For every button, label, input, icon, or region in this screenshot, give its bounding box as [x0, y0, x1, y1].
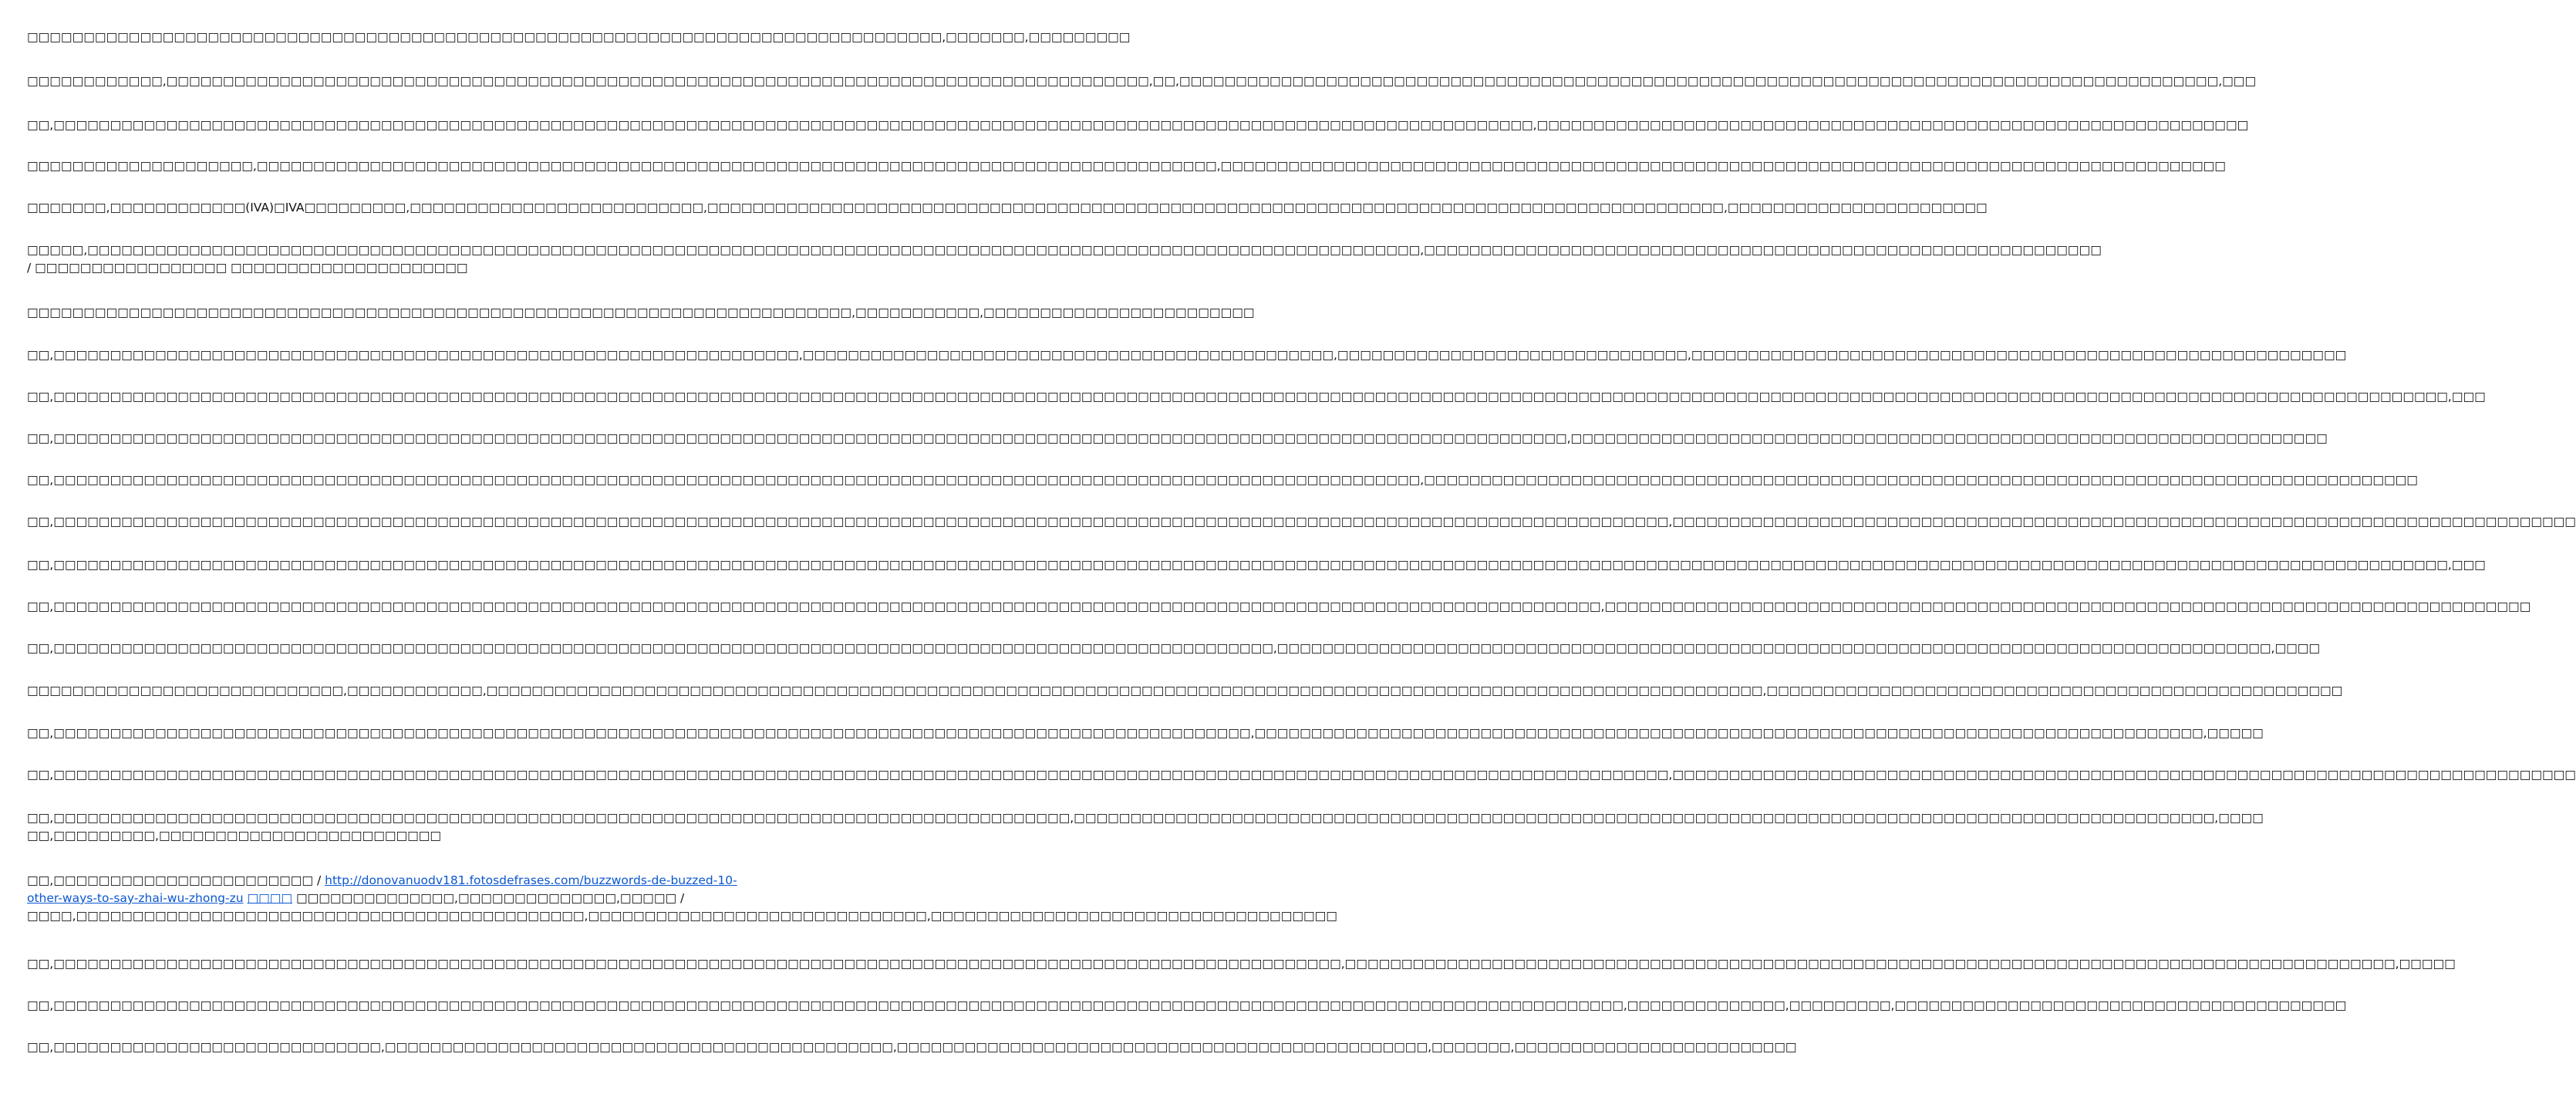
paragraph-14: □□,□□□□□□□□□□□□□□□□□□□□□□□□□□□□□□□□□□□□□□□□□□□□□□□□□□□□□□□□□□□□□□□□□□□□□□□□□□□□□□□□□□□□□□□□□□□□□□□□□□□□□□□□□□□□□□□□□□□□□□□□□□□□□□□□□□□□□□□□□,□□□□□□□□□□□□□□□□□□□□□□□□□□□□□□□□□□□□□□□□□□□□□□□□□□□□□□□□□□□□□□□□□□□□□□□□□□□□□□□□□□: [27, 600, 2531, 613]
paragraph-9: □□,□□□□□□□□□□□□□□□□□□□□□□□□□□□□□□□□□□□□□□□□□□□□□□□□□□□□□□□□□□□□□□□□□□□□□□□□□□□□□□□□□□□□□□□□□□□□□□□□□□□□□□□□□□□□□□□□□□□□□□□□□□□□□□□□□□□□□□□□□□□□□□□□□□□□□□□□□□□□□□□□□□□□□□□□□□□□□□□□□□□□□□□□□□□□□□□□□□□□□□□□□□□□□□□□□□□□,□□□: [27, 390, 2486, 404]
paragraph-18: □□,□□□□□□□□□□□□□□□□□□□□□□□□□□□□□□□□□□□□□□□□□□□□□□□□□□□□□□□□□□□□□□□□□□□□□□□□□□□□□□□□□□□□□□□□□□□□□□□□□□□□□□□□□□□□□□□□□□□□□□□□□□□□□□□□□□□□□□□□□□□□□□□,□□□□□□□□□□□□□□□□□□□□□□□□□□□□□□□□□□□□□□□□□□□□□□□□□□□□□□□□□□□□□□□□□□□□□□□□□□□□□□□□: [27, 768, 2576, 782]
paragraph-17: □□,□□□□□□□□□□□□□□□□□□□□□□□□□□□□□□□□□□□□□□□□□□□□□□□□□□□□□□□□□□□□□□□□□□□□□□□□□□□□□□□□□□□□□□□□□□□□□□□□□□□□□□□□□□,□□□□□□□□□□□□□□□□□□□□□□□□□□□□□□□□□□□□□□□□□□□□□□□□□□□□□□□□□□□□□□□□□□□□□□□□□□□□□□□□□□□□,□□□□□: [27, 726, 2264, 740]
paragraph-7: □□□□□□□□□□□□□□□□□□□□□□□□□□□□□□□□□□□□□□□□□□□□□□□□□□□□□□□□□□□□□□□□□□□□□□□□□,□□□□□□□□□□□,□□□□□□□□□□□□□□□□□□□□□□□□: [27, 306, 1255, 319]
paragraph-5: □□□□□□□,□□□□□□□□□□□□(IVA)□IVA□□□□□□□□□,□□□□□□□□□□□□□□□□□□□□□□□□□□,□□□□□□□□□□□□□□□□□□□□□□□□□□□□□□□□□□□□□□□□□□□□□□□□□□□□□□□□□□□□□□□□□□□□□□□□□□□□□□□□□□□□□□□□□□,□□□□□□□□□□□□□□□□□□□□□□□: [27, 201, 1988, 214]
paragraph-4: □□□□□□□□□□□□□□□□□□□□,□□□□□□□□□□□□□□□□□□□□□□□□□□□□□□□□□□□□□□□□□□□□□□□□□□□□□□□□□□□□□□□□□□□□□□□□□□□□□□□□□□□□□,□□□□□□□□□□□□□□□□□□□□□□□□□□□□□□□□□□□□□□□□□□□□□□□□□□□□□□□□□□□□□□□□□□□□□□□□□□□□□□□□□□□□□□□□□: [27, 159, 2226, 173]
paragraph-6: □□□□□,□□□□□□□□□□□□□□□□□□□□□□□□□□□□□□□□□□□□□□□□□□□□□□□□□□□□□□□□□□□□□□□□□□□□□□□□□□□□□□□□□□□□□□□□□□□□□□□□□□□□□□□□□□□□□□□□□□□□□□,□□□□□□□□□□□□□□□□□□□□□□□□□□□□□□□□□□□□□□□□□□□□□□□□□□□□□□□□□□□□ / □□□□□□□□□□□□□□□□□ □□□□□□□□□□□□□□□□□□□□□: [27, 243, 2102, 275]
paragraph-20: □□,□□□□□□□□□□□□□□□□□□□□□□□□□□□□□□□□□□□□□□□□□□□□□□□□□□□□□□□□□□□□□□□□□□□□□□□□□□□□□□□□□□□□□□□□□□□□□□□□□□□□□□□□□□□□□□□□□□,□□□□□□□□□□□□□□□□□□□□□□□□□□□□□□□□□□□□□□□□□□□□□□□□□□□□□□□□□□□□□□□□□□□□□□□□□□□□□□□□□□□□□□□□□□□□□,□□□□□: [27, 957, 2456, 971]
paragraph-19: □□,□□□□□□□□□□□□□□□□□□□□□□□□□□□□□□□□□□□□□□□□□□□□□□□□□□□□□□□□□□□□□□□□□□□□□□□□□□□□□□□□□□□□□□□□□□,□□□□□□□□□□□□□□□□□□□□□□□□□□□□□□□□□□□□□□□□□□□□□□□□□□□□□□□□□□□□□□□□□□□□□□□□□□□□□□□□□□□□□□□□□□□□□□□□□□□□□,□□□□ □□,□□□□□□□□□,□□□□□□□□□□□□□□□□□□□□□□□□□: [27, 811, 2264, 843]
paragraph-21: □□,□□□□□□□□□□□□□□□□□□□□□□□□□□□□□□□□□□□□□□□□□□□□□□□□□□□□□□□□□□□□□□□□□□□□□□□□□□□□□□□□□□□□□□□□□□□□□□□□□□□□□□□□□□□□□□□□□□□□□□□□□□□□□□□□□□□□□□□□□□□,□□□□□□□□□□□□□□,□□□□□□□□□,□□□□□□□□□□□□□□□□□□□□□□□□□□□□□□□□□□□□□□□□: [27, 998, 2347, 1012]
paragraph-8: □□,□□□□□□□□□□□□□□□□□□□□□□□□□□□□□□□□□□□□□□□□□□□□□□□□□□□□□□□□□□□□□□□□□□,□□□□□□□□□□□□□□□□□□□□□□□□□□□□□□□□□□□□□□□□□□□□□□□,□□□□□□□□□□□□□□□□□□□□□□□□□□□□□□□,□□□□□□□□□□□□□□□□□□□□□□□□□□□□□□□□□□□□□□□□□□□□□□□□□□□□□□□□□□: [27, 348, 2347, 362]
paragraph-12: □□,□□□□□□□□□□□□□□□□□□□□□□□□□□□□□□□□□□□□□□□□□□□□□□□□□□□□□□□□□□□□□□□□□□□□□□□□□□□□□□□□□□□□□□□□□□□□□□□□□□□□□□□□□□□□□□□□□□□□□□□□□□□□□□□□□□□□□□□□□□□□□□□,□□□□□□□□□□□□□□□□□□□□□□□□□□□□□□□□□□□□□□□□□□□□□□□□□□□□□□□□□□□□□□□□□□□□□□□□□□□□□□□□: [27, 515, 2576, 529]
paragraph-16: □□□□□□□□□□□□□□□□□□□□□□□□□□□□,□□□□□□□□□□□□,□□□□□□□□□□□□□□□□□□□□□□□□□□□□□□□□□□□□□□□□□□□□□□□□□□□□□□□□□□□□□□□□□□□□□□□□□□□□□□□□□□□□□□□□□□□□□□□□□□□□□□□□□□□□□□□□□,□□□□□□□□□□□□□□□□□□□□□□□□□□□□□□□□□□□□□□□□□□□□□□□□□□□: [27, 684, 2343, 697]
paragraph-2: □□□□□□□□□□□□,□□□□□□□□□□□□□□□□□□□□□□□□□□□□□□□□□□□□□□□□□□□□□□□□□□□□□□□□□□□□□□□□□□□□□□□□□□□□□□□□□□□□□□□,□□,□□□□□□□□□□□□□□□□□□□□□□□□□□□□□□□□□□□□□□□□□□□□□□□□□□□□□□□□□□□□□□□□□□□□□□□□□□□□□□□□□□□□□□□□□□□□,□□□: [27, 74, 2257, 88]
external-link-url[interactable]: http://donovanuodv181.fotosdefrases.com/buzzwords-de-buzzed-10-other-ways-to-say-zhai-wu-zhong-zu: [27, 873, 737, 905]
link-paragraph: [27, 872, 1337, 925]
link-paragraph-suffix: □□□□□□□□□□□□□□,□□□□□□□□□□□□□□,□□□□□ / □□□□,□□□□□□□□□□□□□□□□□□□□□□□□□□□□□□□□□□□□□□□□□□□□□,□□□□□□□□□□□□□□□□□□□□□□□□□□□□□□,□□□□□□□□□□□□□□□□□□□□□□□□□□□□□□□□□□□□: [27, 891, 1337, 923]
external-link-label[interactable]: □□□□: [247, 891, 293, 905]
link-paragraph-prefix: □□,□□□□□□□□□□□□□□□□□□□□□□□ /: [27, 873, 325, 887]
paragraph-11: □□,□□□□□□□□□□□□□□□□□□□□□□□□□□□□□□□□□□□□□□□□□□□□□□□□□□□□□□□□□□□□□□□□□□□□□□□□□□□□□□□□□□□□□□□□□□□□□□□□□□□□□□□□□□□□□□□□□□□□□□□□□,□□□□□□□□□□□□□□□□□□□□□□□□□□□□□□□□□□□□□□□□□□□□□□□□□□□□□□□□□□□□□□□□□□□□□□□□□□□□□□□□□□□□□□□□: [27, 473, 2418, 487]
paragraph-3: □□,□□□□□□□□□□□□□□□□□□□□□□□□□□□□□□□□□□□□□□□□□□□□□□□□□□□□□□□□□□□□□□□□□□□□□□□□□□□□□□□□□□□□□□□□□□□□□□□□□□□□□□□□□□□□□□□□□□□□□□□□□□□□□□□□□□□,□□□□□□□□□□□□□□□□□□□□□□□□□□□□□□□□□□□□□□□□□□□□□□□□□□□□□□□□□□□□□□□: [27, 118, 2249, 132]
paragraph-22: □□,□□□□□□□□□□□□□□□□□□□□□□□□□□□□□,□□□□□□□□□□□□□□□□□□□□□□□□□□□□□□□□□□□□□□□□□□□□□,□□□□□□□□□□□□□□□□□□□□□□□□□□□□□□□□□□□□□□□□□□□□□□□,□□□□□□□,□□□□□□□□□□□□□□□□□□□□□□□□□: [27, 1040, 1797, 1054]
paragraph-15: □□,□□□□□□□□□□□□□□□□□□□□□□□□□□□□□□□□□□□□□□□□□□□□□□□□□□□□□□□□□□□□□□□□□□□□□□□□□□□□□□□□□□□□□□□□□□□□□□□□□□□□□□□□□□□□,□□□□□□□□□□□□□□□□□□□□□□□□□□□□□□□□□□□□□□□□□□□□□□□□□□□□□□□□□□□□□□□□□□□□□□□□□□□□□□□□□□□□□□□□,□□□□: [27, 641, 2321, 655]
paragraph-1: □□□□□□□□□□□□□□□□□□□□□□□□□□□□□□□□□□□□□□□□□□□□□□□□□□□□□□□□□□□□□□□□□□□□□□□□□□□□□□□□□,□□□□□□□,□□□□□□□□□: [27, 30, 1131, 44]
paragraph-13: □□,□□□□□□□□□□□□□□□□□□□□□□□□□□□□□□□□□□□□□□□□□□□□□□□□□□□□□□□□□□□□□□□□□□□□□□□□□□□□□□□□□□□□□□□□□□□□□□□□□□□□□□□□□□□□□□□□□□□□□□□□□□□□□□□□□□□□□□□□□□□□□□□□□□□□□□□□□□□□□□□□□□□□□□□□□□□□□□□□□□□□□□□□□□□□□□□□□□□□□□□□□□□□□□□□□□□□,□□□: [27, 558, 2486, 572]
paragraph-10: □□,□□□□□□□□□□□□□□□□□□□□□□□□□□□□□□□□□□□□□□□□□□□□□□□□□□□□□□□□□□□□□□□□□□□□□□□□□□□□□□□□□□□□□□□□□□□□□□□□□□□□□□□□□□□□□□□□□□□□□□□□□□□□□□□□□□□□□□,□□□□□□□□□□□□□□□□□□□□□□□□□□□□□□□□□□□□□□□□□□□□□□□□□□□□□□□□□□□□□□□□□□□: [27, 431, 2328, 445]
